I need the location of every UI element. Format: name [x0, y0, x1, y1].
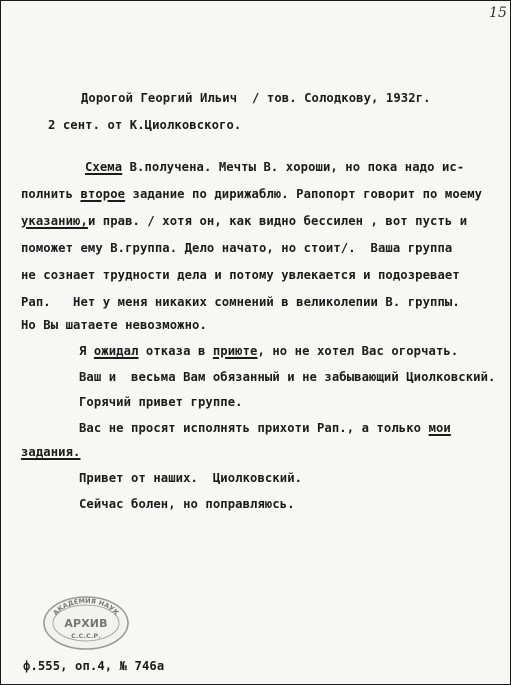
- underlined-second: второе: [80, 187, 126, 201]
- body-line-9: Ваш и весьма Вам обязанный и не забывающий Циолковский.: [79, 370, 496, 384]
- body-text: задание по дирижаблю. Рапопорт говорит по моему: [125, 187, 483, 201]
- body-text: , но не хотел Вас огорчать.: [257, 344, 459, 358]
- underlined-schema: Схема: [85, 160, 123, 174]
- body-line-13: Привет от наших. Циолковский.: [79, 471, 303, 485]
- body-line-10: Горячий привет группе.: [79, 395, 243, 409]
- archive-reference: ф.555, оп.4, № 746а: [23, 659, 165, 673]
- body-line-14: Сейчас болен, но поправляюсь.: [79, 497, 295, 511]
- body-text: В.получена. Мечты В. хороши, но пока надо ис-: [122, 160, 465, 174]
- body-text: отказа в: [138, 344, 213, 358]
- body-line-4: поможет ему В.группа. Дело начато, но стоит/. Ваша группа: [21, 241, 453, 255]
- body-line-6: Рап. Нет у меня никаких сомнений в великолепии В. группы.: [21, 295, 460, 309]
- body-line-2: [21, 187, 482, 201]
- body-text: полнить: [21, 187, 81, 201]
- body-line-7: Но Вы шатаете невозможно.: [21, 318, 207, 332]
- stamp-center-text: АРХИВ: [64, 617, 108, 630]
- body-line-8: [79, 344, 458, 358]
- stamp-bottom-text: С.С.С.Р.: [71, 632, 101, 640]
- body-line-11: [79, 421, 451, 435]
- header-line-2: 2 сент. от К.Циолковского.: [48, 118, 242, 132]
- archive-stamp: [41, 595, 131, 651]
- underlined-ukazaniyu: указанию,: [21, 214, 88, 228]
- body-text: Вас не просят исполнять прихоти Рап., а только: [79, 421, 429, 435]
- underlined-priyute: приюте: [212, 344, 258, 358]
- underlined-moi: мои: [428, 421, 451, 435]
- stamp-arc-text: АКАДЕМИЯ НАУК: [51, 596, 121, 617]
- body-line-1: [85, 160, 464, 174]
- body-line-5: не сознает трудности дела и потому увлекается и подозревает: [21, 268, 460, 282]
- page-number: 15: [489, 5, 508, 21]
- body-text: и прав. / хотя он, как видно бессилен , вот пусть и: [87, 214, 468, 228]
- body-text: Я: [79, 344, 94, 358]
- underlined-zadaniya: задания.: [21, 445, 81, 459]
- body-line-12: [21, 445, 81, 459]
- underlined-ozhidal: ожидал: [93, 344, 139, 358]
- header-line-1: Дорогой Георгий Ильич / тов. Солодкову, 1932г.: [81, 91, 431, 105]
- body-line-3: [21, 214, 467, 228]
